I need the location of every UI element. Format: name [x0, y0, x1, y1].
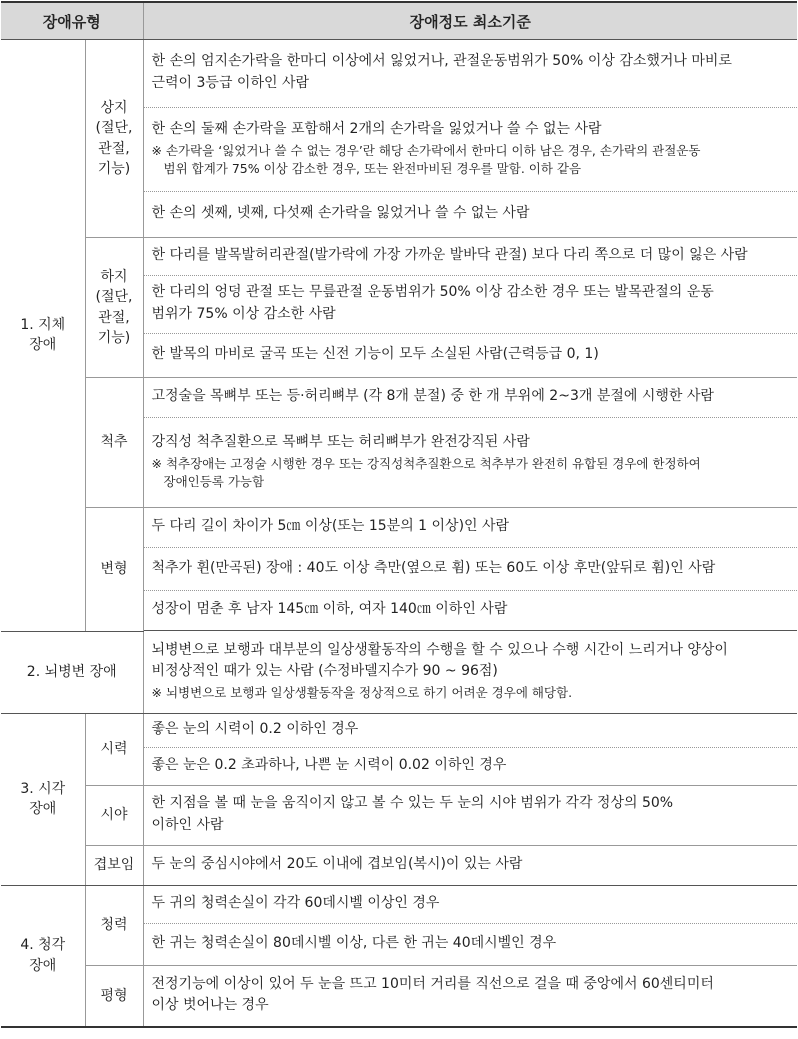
group-hearing: 4. 청각 장애: [1, 885, 85, 1027]
header-type: 장애유형: [1, 2, 143, 40]
group-physical: 1. 지체 장애: [1, 40, 85, 632]
note-finger-loss: ※ 손가락을 ‘잃었거나 쓸 수 없는 경우’란 해당 손가락에서 한마디 이하 남은 경우, 손가락의 관절운동 범위 합계가 75% 이상 감소한 경우, 또는 완전마비된 경우를 말함. 이하 같음: [151, 142, 701, 177]
sub-hearing: 청력: [85, 885, 143, 965]
criteria-acuity-2: 좋은 눈은 0.2 초과하나, 나쁜 눈 시력이 0.02 이하인 경우: [143, 747, 797, 785]
note-brain: ※ 뇌병변으로 보행과 일상생활동작을 정상적으로 하기 어려운 경우에 해당함.: [151, 685, 573, 701]
criteria-lower-2: 한 다리의 엉덩 관절 또는 무릎관절 운동범위가 50% 이상 감소한 경우 또는 발목관절의 운동 범위가 75% 이상 감소한 사람: [143, 276, 797, 334]
sub-balance: 평형: [85, 965, 143, 1027]
criteria-deform-1: 두 다리 길이 차이가 5㎝ 이상(또는 15분의 1 이상)인 사람: [143, 508, 797, 548]
criteria-upper-1: 한 손의 엄지손가락을 한마디 이상에서 잃었거나, 관절운동범위가 50% 이상 감소했거나 마비로 근력이 3등급 이하인 사람: [143, 40, 797, 108]
note-spine: ※ 척추장애는 고정술 시행한 경우 또는 강직성척추질환으로 척추부가 완전히 유합된 경우에 한정하여 장애인등록 가능함: [151, 455, 701, 490]
sub-deformity: 변형: [85, 508, 143, 632]
sub-visual-field: 시야: [85, 785, 143, 845]
criteria-spine-2: 강직성 척추질환으로 목뼈부 또는 허리뼈부가 완전강직된 사람 ※ 척추장애는 고정술 시행한 경우 또는 강직성척추질환으로 척추부가 완전히 유합된 경우에 한정하여 장애인등록 가능함: [143, 418, 797, 508]
sub-spine: 척추: [85, 378, 143, 508]
criteria-brain-1: 뇌병변으로 보행과 대부분의 일상생활동작의 수행을 할 수 있으나 수행 시간이 느리거나 양상이 비정상적인 때가 있는 사람 (수정바델지수가 90 ~ 96점) ※ 뇌병변으로 보행과 일상생활동작을 정상적으로 하기 어려운 경우에 해당함.: [143, 631, 797, 713]
criteria-spine-1: 고정술을 목뼈부 또는 등·허리뼈부 (각 8개 분절) 중 한 개 부위에 2~3개 분절에 시행한 사람: [143, 378, 797, 418]
criteria-hearing-2: 한 귀는 청력손실이 80데시벨 이상, 다른 한 귀는 40데시벨인 경우: [143, 923, 797, 965]
group-visual: 3. 시각 장애: [1, 713, 85, 885]
criteria-double-1: 두 눈의 중심시야에서 20도 이내에 겹보임(복시)이 있는 사람: [143, 845, 797, 885]
header-criteria: 장애정도 최소기준: [143, 2, 797, 40]
criteria-lower-1: 한 다리를 발목발허리관절(발가락에 가장 가까운 발바닥 관절) 보다 다리 쪽으로 더 많이 잃은 사람: [143, 238, 797, 276]
criteria-upper-3: 한 손의 셋째, 넷째, 다섯째 손가락을 잃었거나 쓸 수 없는 사람: [143, 192, 797, 238]
sub-upper-limb: 상지 (절단, 관절, 기능): [85, 40, 143, 238]
criteria-upper-2: 한 손의 둘째 손가락을 포함해서 2개의 손가락을 잃었거나 쓸 수 없는 사람 ※ 손가락을 ‘잃었거나 쓸 수 없는 경우’란 해당 손가락에서 한마디 이하 남은 경우, 손가락의 관절운동 범위 합계가 75% 이상 감소한 경우, 또는 완전마비된 경우를 말함. 이하 같음: [143, 108, 797, 192]
criteria-hearing-1: 두 귀의 청력손실이 각각 60데시벨 이상인 경우: [143, 885, 797, 923]
sub-double-vision: 겹보임: [85, 845, 143, 885]
criteria-deform-2: 척추가 휜(만곡된) 장애 : 40도 이상 측만(옆으로 휨) 또는 60도 이상 후만(앞뒤로 휨)인 사람: [143, 548, 797, 591]
criteria-acuity-1: 좋은 눈의 시력이 0.2 이하인 경우: [143, 713, 797, 747]
group-brain-lesion: 2. 뇌병변 장애: [1, 631, 143, 713]
criteria-field-1: 한 지점을 볼 때 눈을 움직이지 않고 볼 수 있는 두 눈의 시야 범위가 각각 정상의 50% 이하인 사람: [143, 785, 797, 845]
header-row: [1, 2, 797, 40]
disability-criteria-table: [1, 1, 797, 1028]
sub-lower-limb: 하지 (절단, 관절, 기능): [85, 238, 143, 378]
criteria-balance-1: 전정기능에 이상이 있어 두 눈을 뜨고 10미터 거리를 직선으로 걸을 때 중앙에서 60센티미터 이상 벗어나는 경우: [143, 965, 797, 1027]
criteria-deform-3: 성장이 멈춘 후 남자 145㎝ 이하, 여자 140㎝ 이하인 사람: [143, 591, 797, 631]
sub-acuity: 시력: [85, 713, 143, 785]
criteria-lower-3: 한 발목의 마비로 굴곡 또는 신전 기능이 모두 소실된 사람(근력등급 0, 1): [143, 334, 797, 378]
